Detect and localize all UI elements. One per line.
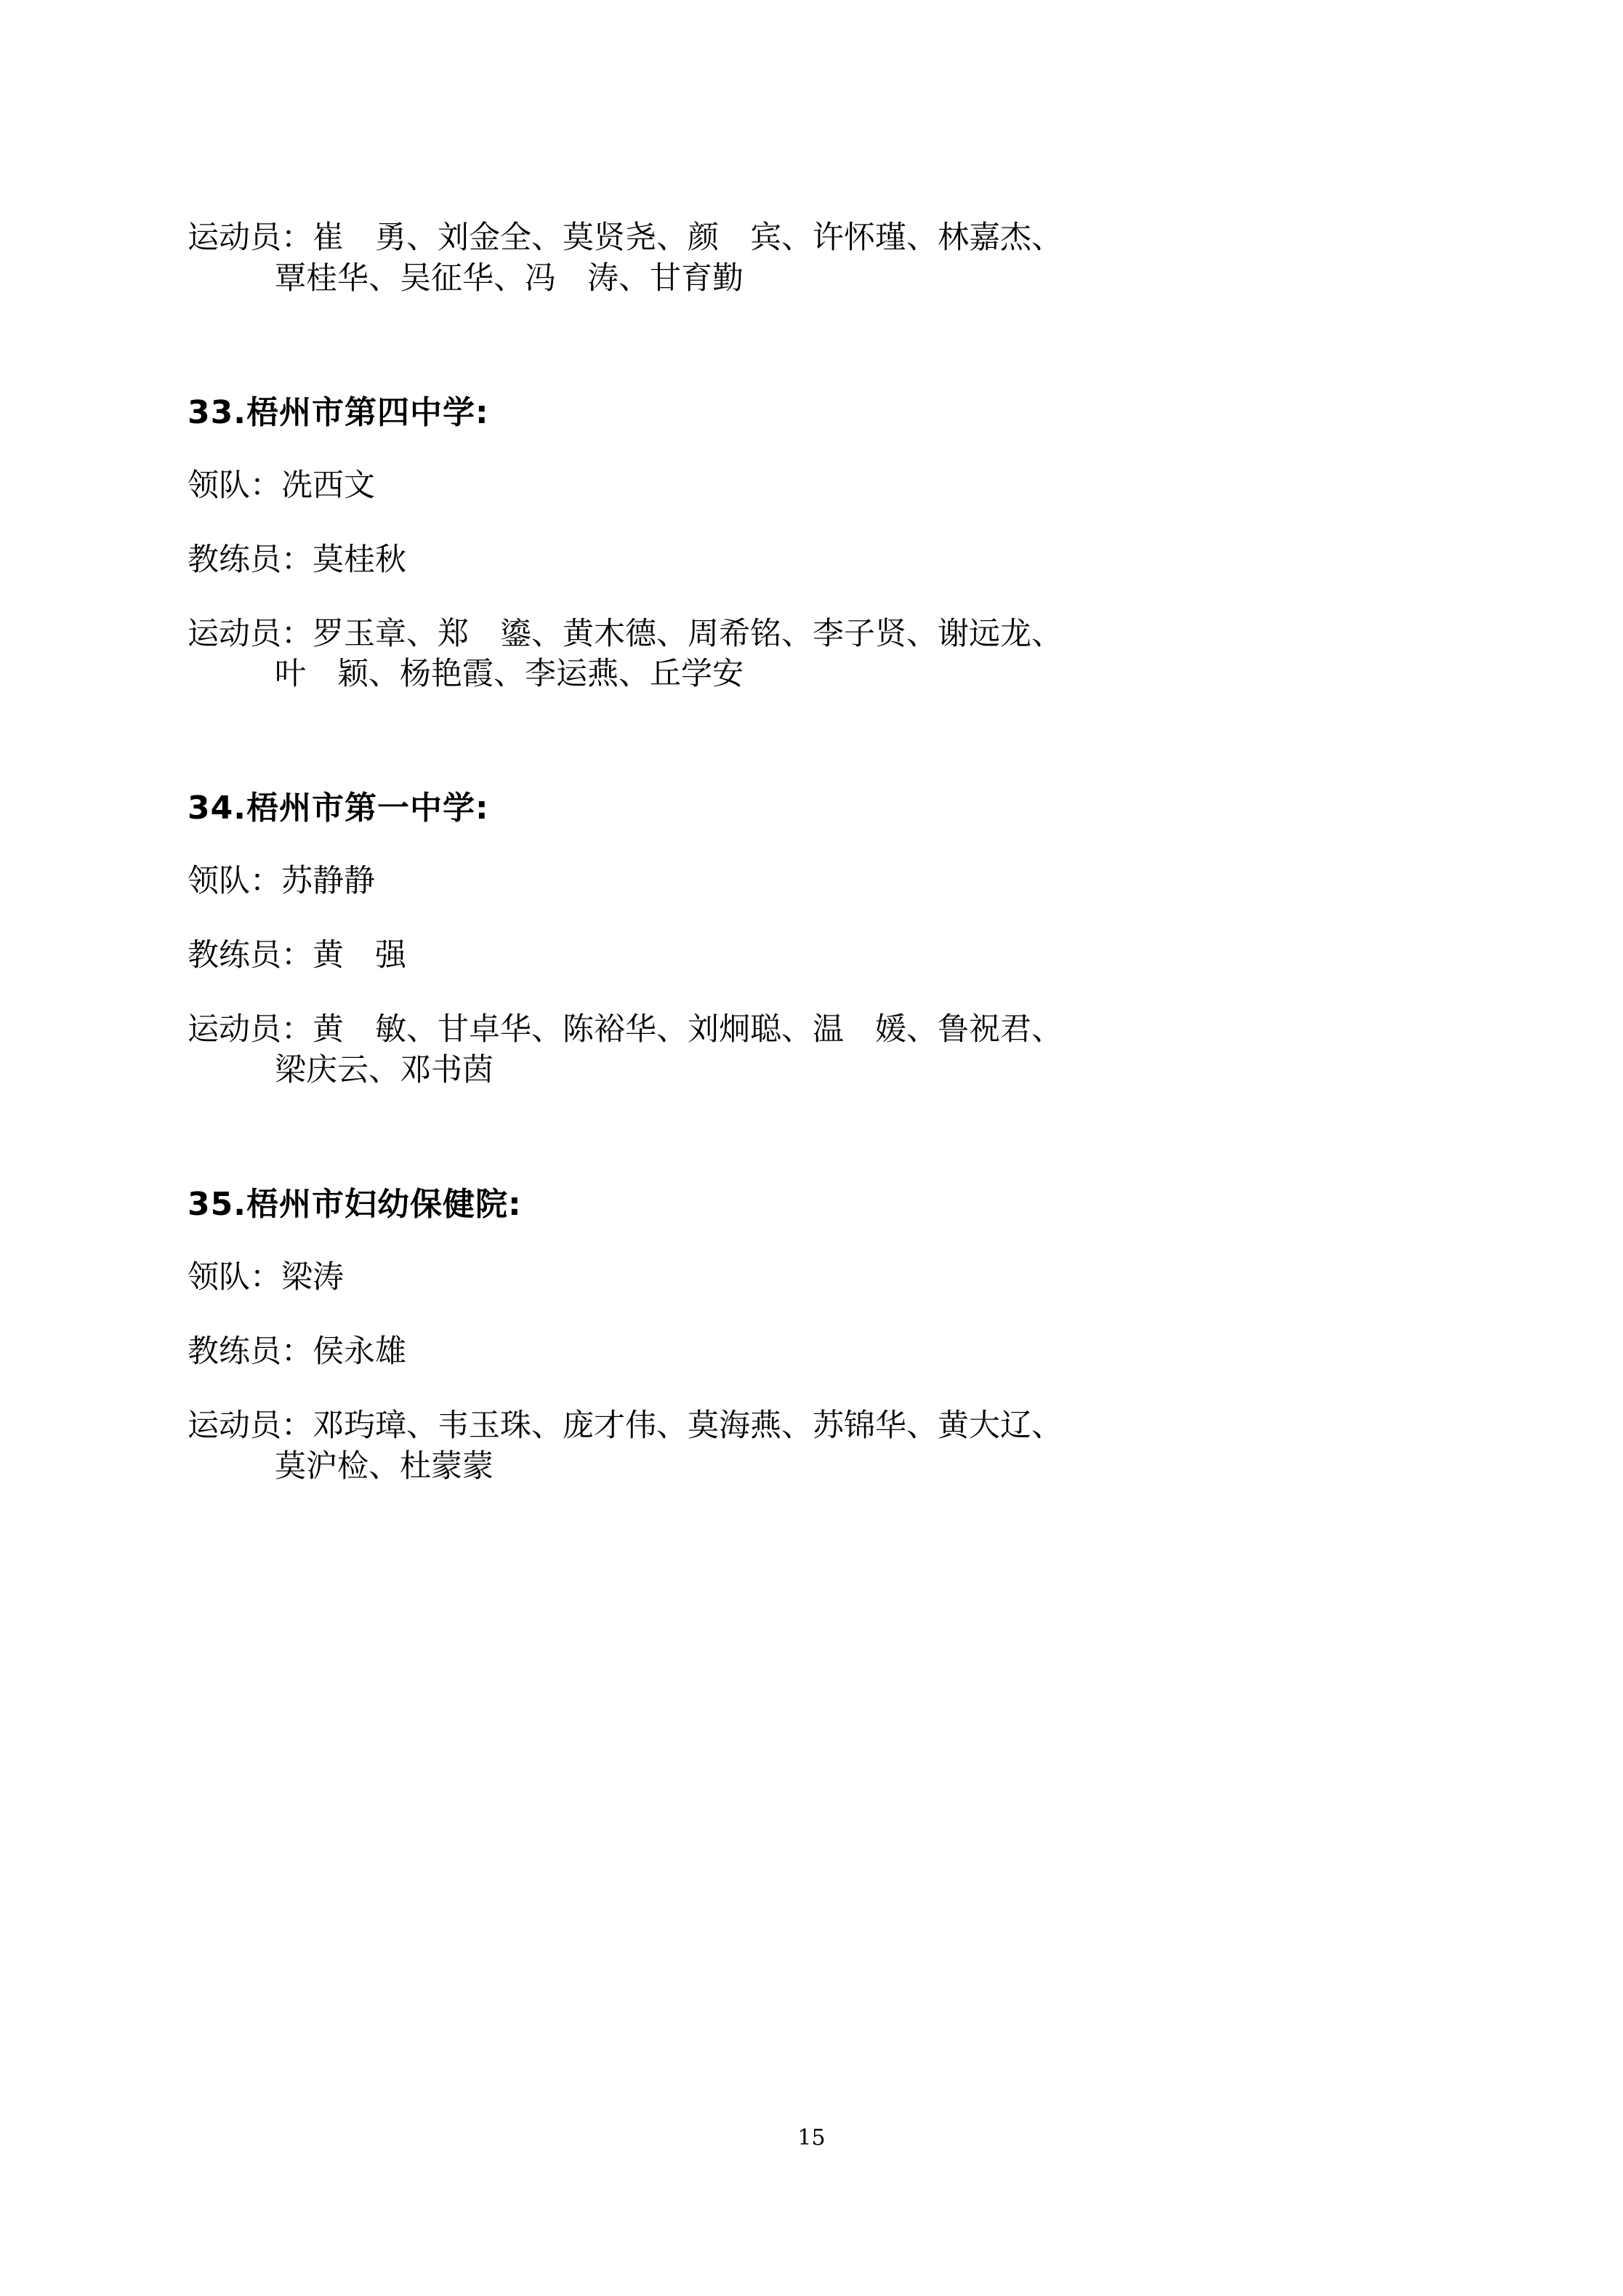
spacer bbox=[188, 1298, 1423, 1332]
team-title-34: 34.梧州市第一中学: bbox=[188, 790, 489, 827]
spacer bbox=[188, 300, 1423, 393]
athletes-label: 运动员： bbox=[188, 1011, 313, 1048]
coach-value: 黄 强 bbox=[313, 937, 406, 974]
spacer bbox=[188, 902, 1423, 936]
leader-label: 领队： bbox=[188, 863, 281, 900]
spacer bbox=[188, 1373, 1423, 1406]
spacer bbox=[188, 1224, 1423, 1258]
spacer bbox=[188, 581, 1423, 614]
athletes-value-line2: 莫沪检、杜蒙蒙 bbox=[275, 1448, 494, 1485]
spacer bbox=[188, 1091, 1423, 1184]
leader-value: 苏静静 bbox=[281, 863, 375, 900]
leader-label: 领队： bbox=[188, 1259, 281, 1296]
team-block-35 bbox=[188, 1184, 1423, 1488]
athletes-label: 运动员： bbox=[188, 220, 313, 256]
coach-label: 教练员： bbox=[188, 1333, 313, 1370]
spacer bbox=[188, 976, 1423, 1010]
page-content bbox=[188, 218, 1423, 1487]
athletes-value-line1: 黄 敏、甘卓华、陈裕华、刘炯聪、温 媛、鲁祝君、 bbox=[313, 1011, 1063, 1048]
athletes-label: 运动员： bbox=[188, 1407, 313, 1444]
athletes-value-line2: 梁庆云、邓书茵 bbox=[275, 1052, 494, 1089]
spacer bbox=[188, 695, 1423, 788]
coach-row-33 bbox=[188, 540, 1423, 581]
team-block-34 bbox=[188, 788, 1423, 1091]
athletes-row-33 bbox=[188, 614, 1423, 655]
coach-value: 侯永雄 bbox=[313, 1333, 406, 1370]
team-block-33 bbox=[188, 393, 1423, 696]
athletes-row-35 bbox=[188, 1406, 1423, 1447]
leader-label: 领队： bbox=[188, 467, 281, 504]
page-number: 15 bbox=[797, 2125, 826, 2151]
leader-value: 冼西文 bbox=[281, 467, 375, 504]
coach-row-34 bbox=[188, 936, 1423, 976]
leader-row-33 bbox=[188, 466, 1423, 507]
coach-value: 莫桂秋 bbox=[313, 541, 406, 578]
athletes-label: 运动员： bbox=[188, 615, 313, 652]
team-title-33: 33.梧州市第四中学: bbox=[188, 393, 489, 431]
spacer bbox=[188, 433, 1423, 466]
continuation-block bbox=[188, 218, 1423, 300]
leader-row-35 bbox=[188, 1258, 1423, 1298]
leader-row-34 bbox=[188, 862, 1423, 902]
athletes-value-line2: 覃桂华、吴征华、冯 涛、甘育勤 bbox=[275, 260, 744, 297]
coach-row-35 bbox=[188, 1332, 1423, 1373]
team-title-35: 35.梧州市妇幼保健院: bbox=[188, 1185, 522, 1223]
athletes-value-line2: 叶 颖、杨艳霞、李运燕、丘学安 bbox=[275, 656, 744, 693]
coach-label: 教练员： bbox=[188, 541, 313, 578]
athletes-value-line1: 罗玉章、郑 鎏、黄木德、周希铭、李子贤、谢远龙、 bbox=[313, 615, 1063, 652]
athletes-value-line1: 崔 勇、刘金全、莫贤尧、颜 宾、许怀瑾、林嘉杰、 bbox=[313, 220, 1063, 256]
spacer bbox=[188, 507, 1423, 540]
athletes-row-34 bbox=[188, 1010, 1423, 1051]
spacer bbox=[188, 828, 1423, 862]
leader-value: 梁涛 bbox=[281, 1259, 344, 1296]
athletes-row bbox=[188, 218, 1423, 259]
coach-label: 教练员： bbox=[188, 937, 313, 974]
athletes-value-line1: 邓玙璋、韦玉珠、庞才伟、莫海燕、苏锦华、黄大辽、 bbox=[313, 1407, 1063, 1444]
